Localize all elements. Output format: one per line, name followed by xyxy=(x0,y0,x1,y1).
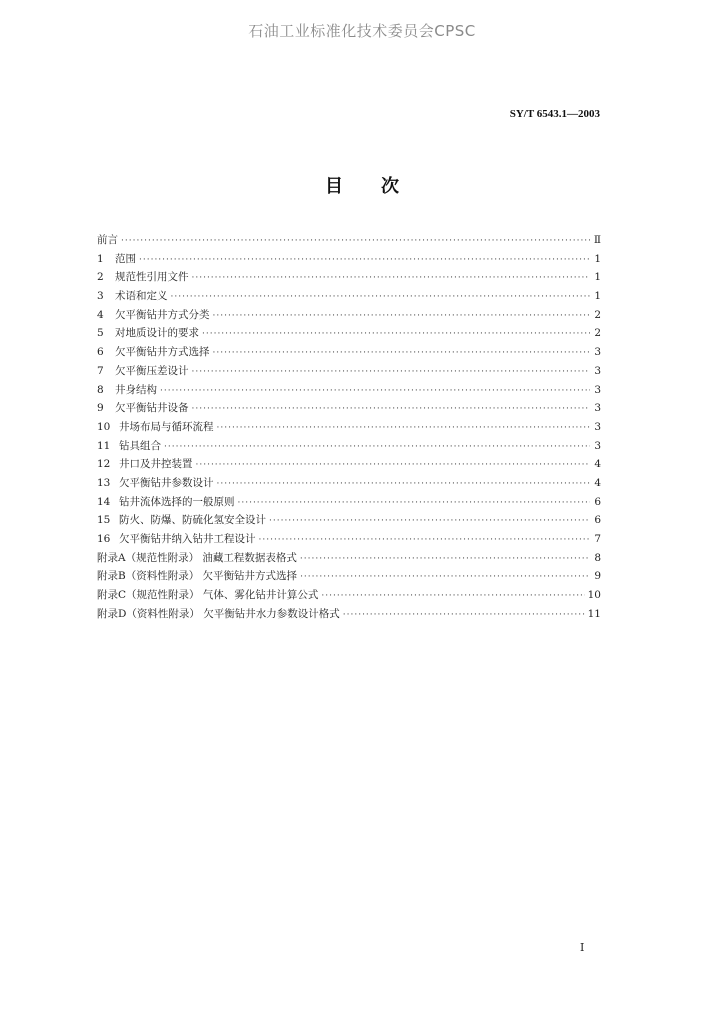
leader-dots xyxy=(160,386,590,396)
toc-entry-5[interactable] xyxy=(97,325,601,344)
toc-entry-number: 8 xyxy=(97,383,104,396)
toc-entry-label: 井场布局与循环流程 xyxy=(119,420,214,433)
toc-entry-page: 11 xyxy=(587,607,601,620)
toc-entry-appendix-a[interactable] xyxy=(97,550,601,569)
leader-dots xyxy=(217,423,591,433)
toc-entry-label: 井口及井控装置 xyxy=(119,458,193,471)
toc-entry-page: 1 xyxy=(594,271,601,284)
toc-entry-page: 8 xyxy=(594,551,601,564)
toc-entry-number: 10 xyxy=(97,420,111,433)
toc-entry-8[interactable] xyxy=(97,382,601,401)
toc-entry-label: 钻井流体选择的一般原则 xyxy=(119,495,235,508)
leader-dots xyxy=(238,498,591,508)
toc-entry-label: 附录C（规范性附录） 气体、雾化钻井计算公式 xyxy=(97,589,319,602)
toc-entry-label: 前言 xyxy=(97,234,118,246)
toc-entry-number: 4 xyxy=(97,308,104,321)
toc-entry-page: 3 xyxy=(594,420,601,433)
toc-entry-number: 2 xyxy=(97,271,104,284)
toc-entry-14[interactable] xyxy=(97,494,601,513)
leader-dots xyxy=(139,255,590,265)
leader-dots xyxy=(196,460,591,470)
leader-dots xyxy=(300,572,590,582)
toc-entry-page: 9 xyxy=(594,570,601,583)
toc-entry-number: 14 xyxy=(97,495,111,508)
toc-entry-page: Ⅱ xyxy=(593,234,601,246)
leader-dots xyxy=(259,535,591,545)
toc-entry-page: 4 xyxy=(594,458,601,471)
toc-entry-page: 3 xyxy=(594,402,601,415)
toc-entry-page: 1 xyxy=(594,290,601,303)
toc-entry-label: 欠平衡钻井参数设计 xyxy=(119,476,214,489)
toc-entry-number: 7 xyxy=(97,364,104,377)
toc-entry-appendix-d[interactable] xyxy=(97,606,601,625)
toc-entry-number: 3 xyxy=(97,290,104,303)
toc-entry-page: 3 xyxy=(594,364,601,377)
toc-entry-label: 对地质设计的要求 xyxy=(115,327,199,340)
toc-entry-page: 10 xyxy=(587,589,601,602)
toc-entry-number: 13 xyxy=(97,476,111,489)
leader-dots xyxy=(202,329,590,339)
leader-dots xyxy=(121,236,590,246)
toc-entry-appendix-b[interactable] xyxy=(97,568,601,587)
toc-entry-15[interactable] xyxy=(97,512,601,531)
leader-dots xyxy=(321,591,584,601)
leader-dots xyxy=(213,311,591,321)
toc-entry-label: 钻具组合 xyxy=(119,439,161,452)
toc-entry-page: 7 xyxy=(594,533,601,545)
leader-dots xyxy=(269,516,590,526)
toc-entry-number: 16 xyxy=(97,533,111,545)
toc-entry-page: 3 xyxy=(594,439,601,452)
toc-entry-9[interactable] xyxy=(97,400,601,419)
toc-entry-number: 5 xyxy=(97,327,104,340)
toc-entry-page: 6 xyxy=(594,514,601,527)
toc-entry-page: 3 xyxy=(594,346,601,359)
toc-entry-7[interactable] xyxy=(97,363,601,382)
toc-entry-16[interactable] xyxy=(97,531,601,550)
toc-entry-label: 范围 xyxy=(115,252,136,265)
toc-entry-label: 欠平衡钻井纳入钻井工程设计 xyxy=(119,533,256,545)
toc-entry-6[interactable] xyxy=(97,344,601,363)
toc-entry-label: 附录B（资料性附录） 欠平衡钻井方式选择 xyxy=(97,570,298,583)
leader-dots xyxy=(192,367,591,377)
toc-entry-page: 3 xyxy=(594,383,601,396)
toc-entry-number: 1 xyxy=(97,252,104,265)
toc-entry-foreword[interactable] xyxy=(97,232,601,251)
page-number: Ⅰ xyxy=(580,941,585,954)
toc-entry-number: 15 xyxy=(97,514,111,527)
standard-code: SY/T 6543.1—2003 xyxy=(509,108,600,120)
watermark-text: 石油工业标准化技术委员会CPSC xyxy=(248,22,476,40)
toc-entry-appendix-c[interactable] xyxy=(97,587,601,606)
leader-dots xyxy=(300,554,590,564)
toc-entry-label: 规范性引用文件 xyxy=(115,271,189,284)
toc-entry-4[interactable] xyxy=(97,307,601,326)
toc-title xyxy=(0,172,724,198)
toc-entry-label: 防火、防爆、防硫化氢安全设计 xyxy=(119,514,266,527)
toc-entry-3[interactable] xyxy=(97,288,601,307)
leader-dots xyxy=(217,479,591,489)
toc-entry-13[interactable] xyxy=(97,475,601,494)
toc-entry-page: 4 xyxy=(594,476,601,489)
toc-entry-number: 9 xyxy=(97,402,104,415)
toc-entry-label: 欠平衡钻井方式选择 xyxy=(115,346,210,359)
toc-entry-page: 6 xyxy=(594,495,601,508)
table-of-contents xyxy=(97,232,601,624)
leader-dots xyxy=(213,348,591,358)
toc-entry-page: 1 xyxy=(594,252,601,265)
toc-entry-1[interactable] xyxy=(97,251,601,270)
leader-dots xyxy=(192,404,591,414)
toc-entry-11[interactable] xyxy=(97,438,601,457)
toc-title-part2: 次 xyxy=(381,176,399,197)
toc-entry-label: 附录A（规范性附录） 油藏工程数据表格式 xyxy=(97,551,297,564)
leader-dots xyxy=(164,442,590,452)
toc-entry-label: 欠平衡钻井方式分类 xyxy=(115,308,210,321)
toc-entry-10[interactable] xyxy=(97,419,601,438)
toc-entry-label: 欠平衡压差设计 xyxy=(115,364,189,377)
toc-entry-page: 2 xyxy=(594,308,601,321)
toc-entry-label: 井身结构 xyxy=(115,383,157,396)
toc-entry-number: 12 xyxy=(97,458,111,471)
leader-dots xyxy=(171,292,591,302)
toc-entry-number: 11 xyxy=(97,439,111,452)
toc-entry-label: 附录D（资料性附录） 欠平衡钻井水力参数设计格式 xyxy=(97,607,340,620)
toc-entry-page: 2 xyxy=(594,327,601,340)
toc-entry-label: 欠平衡钻井设备 xyxy=(115,402,189,415)
toc-entry-label: 术语和定义 xyxy=(115,290,168,303)
leader-dots xyxy=(192,273,591,283)
toc-entry-2[interactable] xyxy=(97,269,601,288)
toc-title-part1: 目 xyxy=(325,176,343,197)
toc-entry-12[interactable] xyxy=(97,456,601,475)
leader-dots xyxy=(343,610,585,620)
toc-entry-number: 6 xyxy=(97,346,104,359)
